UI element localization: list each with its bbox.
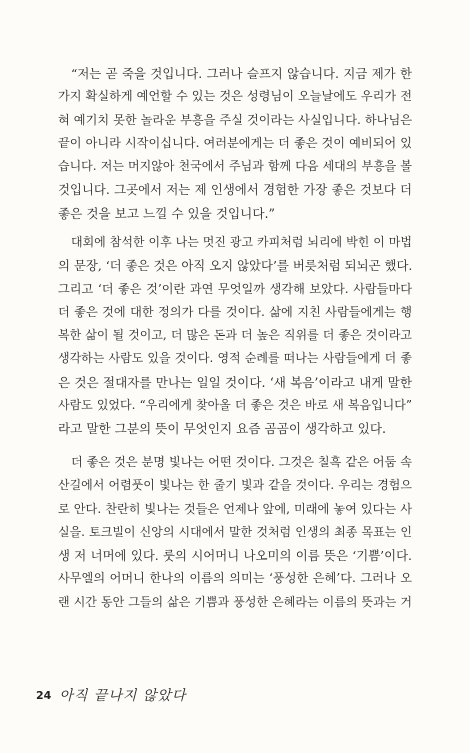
- paragraph-line: 라고 말한 그분의 뜻이 무엇인지 요즘 곰곰이 생각하고 있다.: [58, 421, 387, 437]
- paragraph-line: 대회에 참석한 이후 나는 멋진 광고 카피처럼 뇌리에 박힌 이 마법: [71, 235, 412, 249]
- paragraph-line: 랜 시간 동안 그들의 삶은 기쁨과 풍성한 은혜라는 이름의 뜻과는 거: [58, 594, 412, 609]
- paragraph-line: 끝이 아니라 시작이십니다. 여러분에게는 더 좋은 것이 예비되어 있: [58, 135, 412, 150]
- running-title: 아직 끝나지 않았다: [59, 688, 187, 704]
- paragraph-3: [58, 451, 412, 614]
- paragraph-line: 은 것은 절대자를 만나는 일일 것이다. ‘새 복음’이라고 내게 말한: [58, 374, 412, 390]
- page-number: 24: [36, 688, 52, 702]
- paragraph-line: “저는 곧 죽을 것입니다. 그러나 슬프지 않습니다. 지금 제가 한: [71, 66, 412, 81]
- paragraph-line: 습니다. 저는 머지않아 천국에서 주님과 함께 다음 세대의 부흥을 볼: [58, 159, 412, 174]
- paragraph-line: 가지 확실하게 예언할 수 있는 것은 성령님이 오늘날에도 우리가 전: [58, 89, 412, 104]
- paragraph-line: 혀 예기치 못한 놀라운 부흥을 주실 것이라는 사실입니다. 하나님은: [58, 112, 412, 127]
- paragraph-line: 산길에서 어렴풋이 빛나는 한 줄기 빛과 같을 것이다. 우리는 경험으: [58, 478, 412, 493]
- paragraph-line: 생각하는 사람도 있을 것이다. 영적 순례를 떠나는 사람들에게 더 좋: [58, 351, 412, 366]
- paragraph-line: 좋은 것을 보고 느낄 수 있을 것입니다.”: [58, 205, 275, 221]
- paragraph-line: 사람도 있었다. “우리에게 찾아올 더 좋은 것은 바로 새 복음입니다”: [58, 398, 412, 413]
- paragraph-line: 의 문장, ‘더 좋은 것은 아직 오지 않았다’를 버릇처럼 되뇌곤 했다.: [58, 258, 412, 274]
- paragraph-line: 실을. 토크빌이 신앙의 시대에서 말한 것처럼 인생의 최종 목표는 인: [58, 524, 412, 539]
- paragraph-line: 사무엘의 어머니 한나의 이름의 의미는 ‘풍성한 은혜’다. 그러나 오: [58, 571, 412, 586]
- page-footer: [36, 685, 186, 705]
- paragraph-2: [58, 231, 412, 441]
- paragraph-line: 것입니다. 그곳에서 저는 제 인생에서 경험한 가장 좋은 것보다 더: [58, 182, 412, 198]
- paragraph-line: 더 좋은 것은 분명 빛나는 어떤 것이다. 그것은 칠흑 같은 어둠 속: [71, 455, 412, 469]
- paragraph-line: 생 저 너머에 있다. 룻의 시어머니 나오미의 이름 뜻은 ‘기쁨’이다.: [58, 548, 412, 564]
- paragraph-line: 로 안다. 찬란히 빛나는 것들은 언제나 앞에, 미래에 놓여 있다는 사: [58, 501, 412, 516]
- paragraph-line: 더 좋은 것에 대한 정의가 다를 것이다. 삶에 지친 사람들에게는 행: [58, 304, 412, 319]
- paragraph-line: 그리고 ‘더 좋은 것’이란 과연 무엇일까 생각해 보았다. 사람들마다: [58, 281, 412, 296]
- paragraph-line: 복한 삶이 될 것이고, 더 많은 돈과 더 높은 직위를 더 좋은 것이라고: [58, 328, 412, 343]
- paragraph-1: [58, 62, 412, 225]
